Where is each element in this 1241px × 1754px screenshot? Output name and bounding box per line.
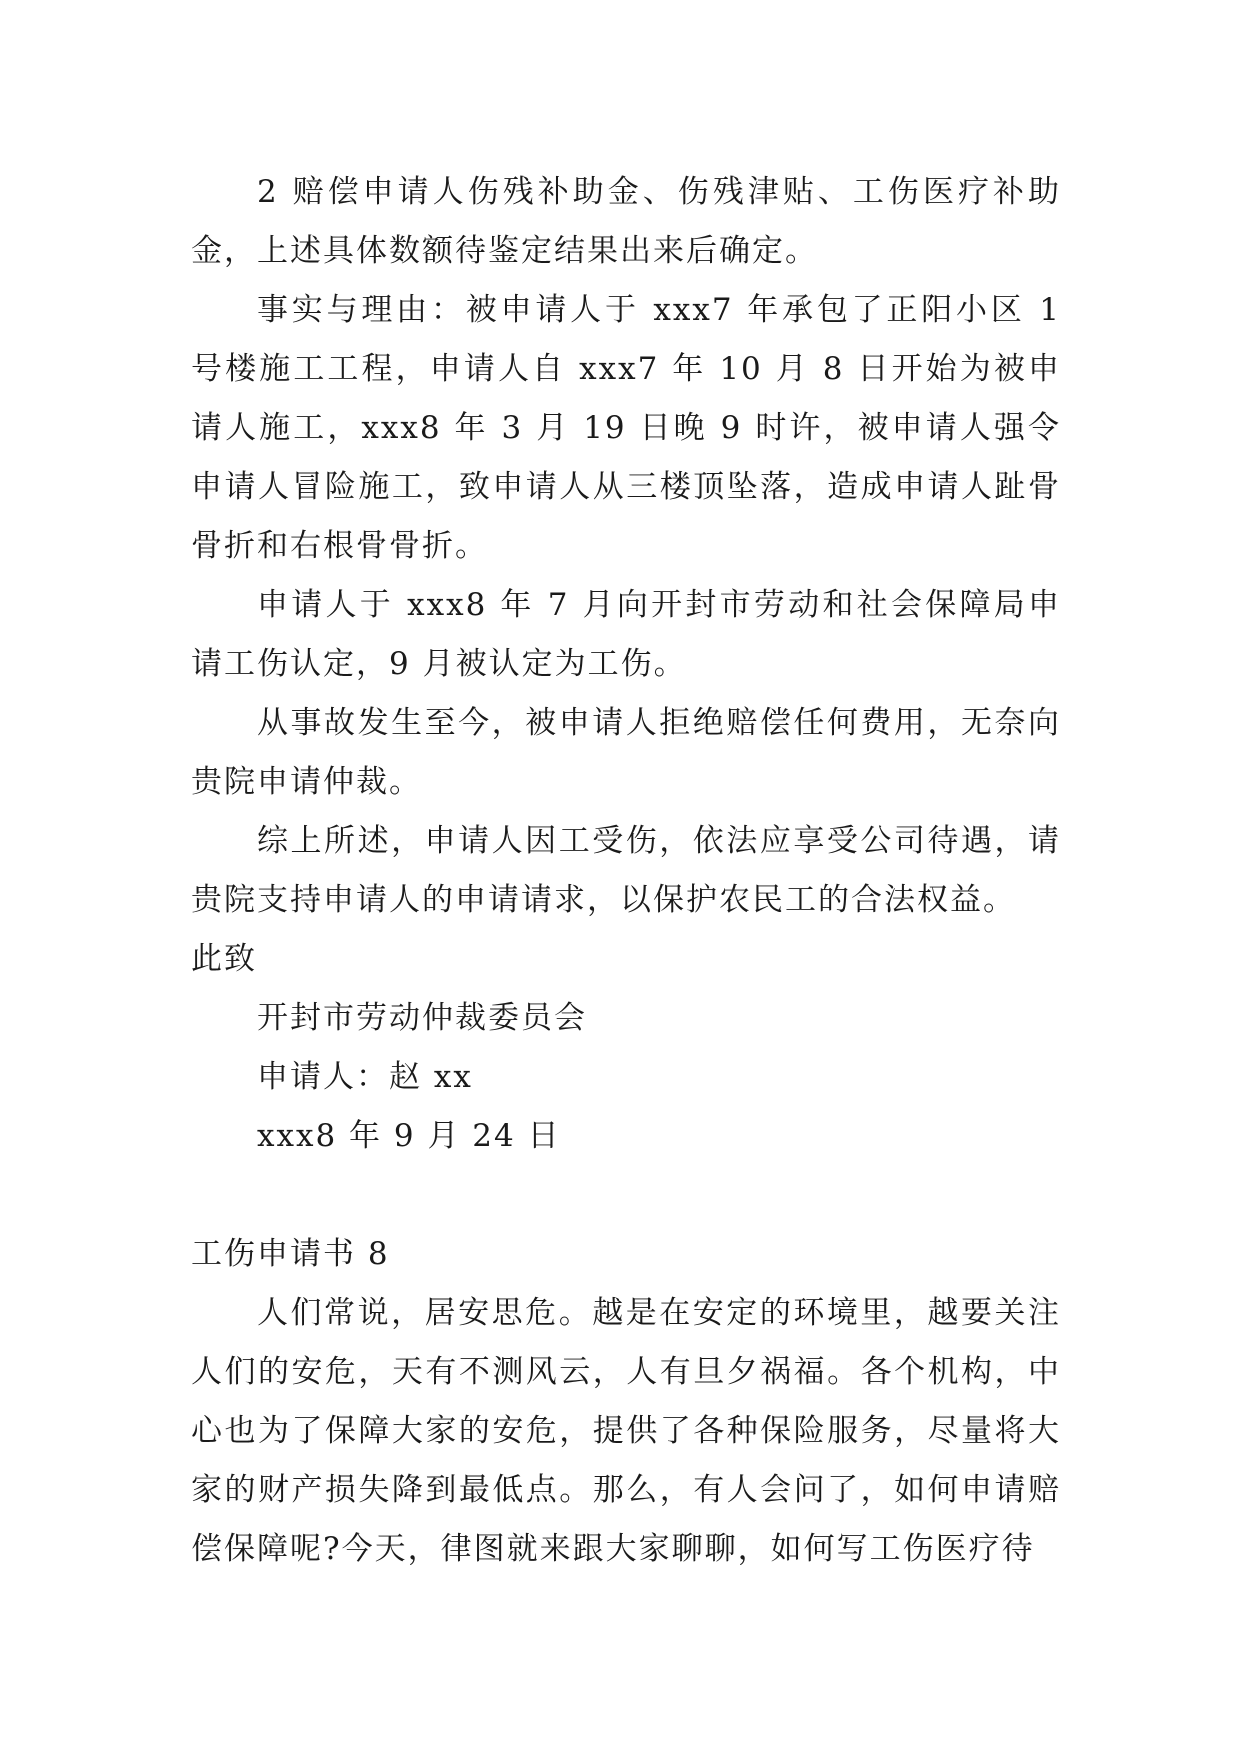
paragraph-injury-recognition: 申请人于 xxx8 年 7 月向开封市劳动和社会保障局申请工伤认定，9 月被认定为工伤。: [191, 587, 1061, 682]
paragraph-arbitration-request: 从事故发生至今，被申请人拒绝赔偿任何费用，无奈向贵院申请仲裁。: [191, 705, 1061, 800]
paragraph-compensation-claim: 2 赔偿申请人伤残补助金、伤残津贴、工伤医疗补助金，上述具体数额待鉴定结果出来后确定。: [191, 174, 1061, 269]
closing-salutation: 此致: [191, 941, 257, 977]
section-title: 工伤申请书 8: [191, 1236, 390, 1272]
paragraph-facts-and-reasons: 事实与理由：被申请人于 xxx7 年承包了正阳小区 1 号楼施工工程，申请人自 xxx7 年 10 月 8 日开始为被申请人施工，xxx8 年 3 月 19 日晚 9 时许，被申请人强令申请人冒险施工，致申请人从三楼顶坠落，造成申请人趾骨骨折和右根骨骨折。: [191, 292, 1061, 564]
recipient-line: 开封市劳动仲裁委员会: [257, 1000, 587, 1036]
paragraph-introduction: 人们常说，居安思危。越是在安定的环境里，越要关注人们的安危，天有不测风云，人有旦夕祸福。各个机构，中心也为了保障大家的安危，提供了各种保险服务，尽量将大家的财产损失降到最低点。那么，有人会问了，如何申请赔偿保障呢?今天，律图就来跟大家聊聊，如何写工伤医疗待: [191, 1295, 1061, 1567]
section-spacer: [191, 1166, 1061, 1225]
document-body: [191, 163, 1061, 1579]
paragraph-summary: 综上所述，申请人因工受伤，依法应享受公司待遇，请贵院支持申请人的申请请求，以保护农民工的合法权益。: [191, 823, 1061, 918]
applicant-line: 申请人：赵 xx: [257, 1059, 473, 1095]
date-line: xxx8 年 9 月 24 日: [257, 1118, 561, 1154]
